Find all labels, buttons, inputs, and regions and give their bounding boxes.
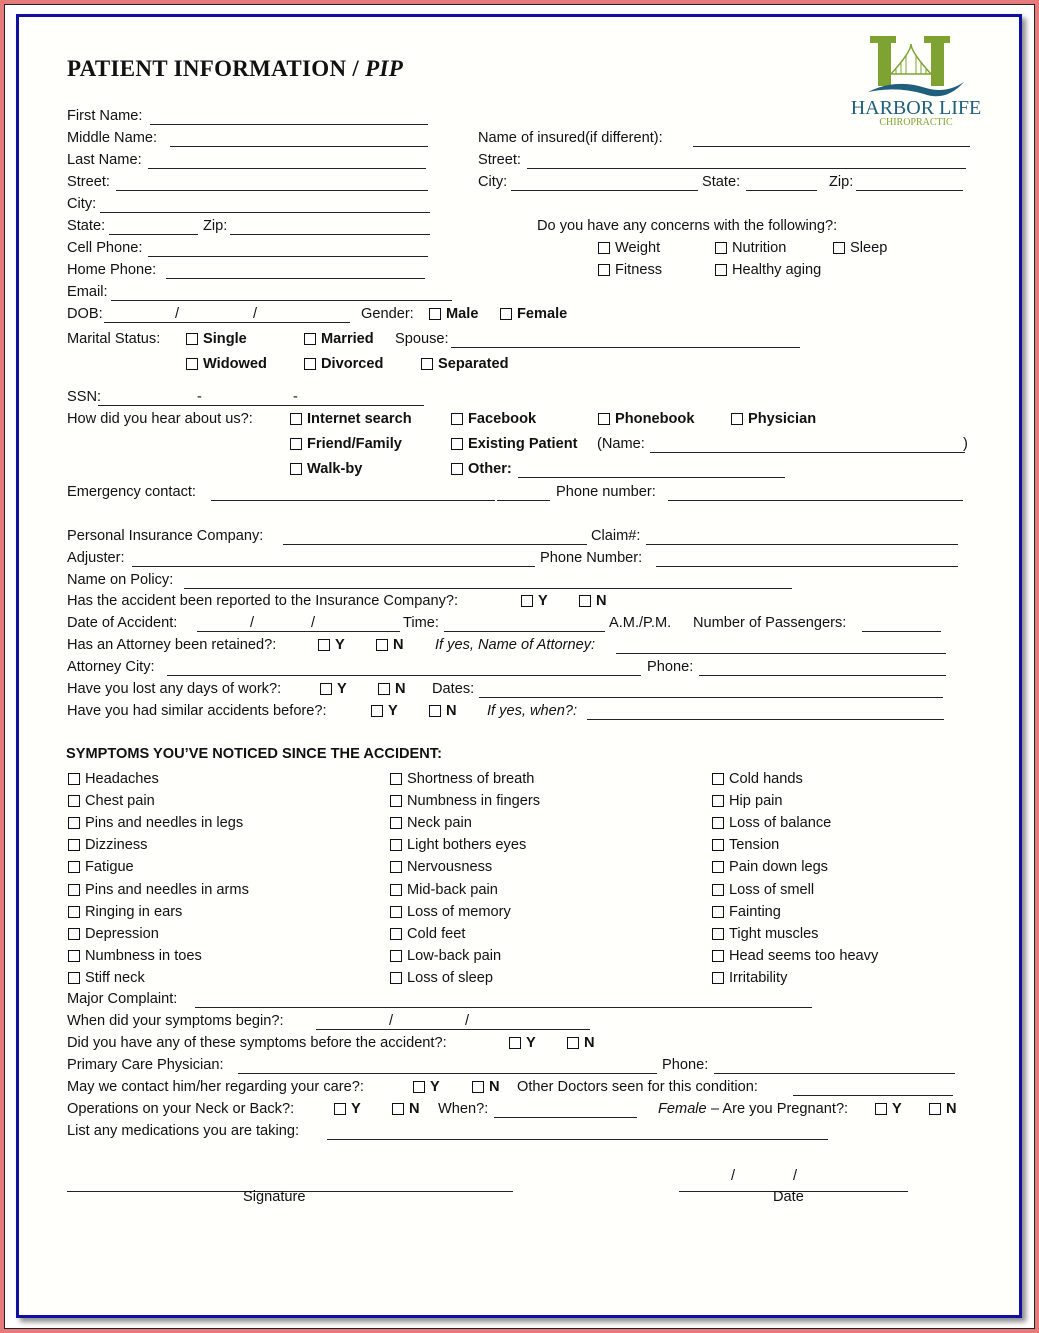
accident-phone-label: Phone: [647,659,694,675]
symptoms-columns-2-1-option-label: Hip pain [729,793,783,810]
blank-field-line[interactable] [98,405,424,406]
symptoms-columns-0-2-option-label: Pins and needles in legs [85,815,244,832]
yes-option-label: Y [351,1101,361,1117]
signature-signature-label: Signature [243,1189,306,1205]
blank-field-line[interactable] [167,675,641,676]
title-italic: PIP [365,56,404,81]
patient-male-checkbox[interactable] [429,308,441,320]
accident-similar-label: Have you had similar accidents before?: [67,703,327,719]
no-checkbox[interactable] [929,1103,941,1115]
accident-dates-label: Dates: [432,681,475,697]
blank-field-line[interactable] [100,212,430,213]
symptoms-heading-label: SYMPTOMS YOU’VE NOTICED SINCE THE ACCIDENT: [66,746,442,762]
symptoms-columns-0-3-option-label: Dizziness [85,837,148,854]
symptoms-columns-2-8-checkbox[interactable] [712,950,724,962]
accident-when-label: If yes, when?: [487,703,578,719]
blank-field-line[interactable] [116,190,428,191]
referral-options-5-option-label: Existing Patient [468,436,578,452]
symptoms-columns-1-3-checkbox[interactable] [390,839,402,851]
page-title [67,56,403,82]
referral-options-6-checkbox[interactable] [290,463,302,475]
symptoms-columns-1-4-checkbox[interactable] [390,861,402,873]
referral-options-7-option-label: Other: [468,461,512,477]
symptoms-columns-0-9-checkbox[interactable] [68,972,80,984]
blank-field-line[interactable] [132,566,535,567]
no-checkbox[interactable] [429,705,441,717]
blank-field-line[interactable] [148,256,428,257]
insured-state-label: State: [702,174,741,190]
symptoms-columns-2-5-option-label: Loss of smell [729,881,815,898]
concerns-options-0-checkbox[interactable] [598,242,610,254]
referral-options-3-checkbox[interactable] [731,413,743,425]
symptoms-columns-0-0-checkbox[interactable] [68,773,80,785]
accident-time-label: Time: [403,615,439,631]
yes-checkbox[interactable] [875,1103,887,1115]
accident-reported-label: Has the accident been reported to the Insurance Company?: [67,593,459,609]
patient-zip-label: Zip: [203,218,228,234]
yes-option-label: Y [430,1079,440,1095]
symptoms-columns-1-0-option-label: Shortness of breath [407,771,535,787]
blank-field-line[interactable] [316,1029,590,1030]
patient-divorced-option-label: Divorced [321,356,384,372]
referral-options-6-option-label: Walk-by [307,461,363,477]
sep-slash-label: / [389,1013,394,1029]
blank-field-line[interactable] [511,190,698,191]
blank-field-line[interactable] [714,1073,955,1074]
insured-zip-label: Zip: [829,174,854,190]
symptoms-columns-0-1-checkbox[interactable] [68,795,80,807]
patient-city-label: City: [67,196,97,212]
yes-checkbox[interactable] [318,639,330,651]
no-option-label: N [395,681,406,697]
symptoms-columns-2-4-option-label: Pain down legs [729,859,828,876]
referral-options-7-checkbox[interactable] [451,463,463,475]
patient-male-option-label: Male [446,306,479,322]
symptoms-columns-1-2-checkbox[interactable] [390,817,402,829]
sep-slash-label: / [465,1013,470,1029]
yes-checkbox[interactable] [371,705,383,717]
history-phone-label: Phone: [662,1057,709,1073]
symptoms-columns-0-9-option-label: Stiff neck [85,969,145,986]
concerns-options-3-option-label: Fitness [615,262,663,278]
symptoms-columns-2-2-checkbox[interactable] [712,817,724,829]
symptoms-columns-1-5-checkbox[interactable] [390,884,402,896]
patient-widowed-option-label: Widowed [203,356,267,372]
blank-field-line[interactable] [656,566,958,567]
symptoms-columns-2-6-option-label: Fainting [729,903,781,920]
patient-marital-status-label: Marital Status: [67,331,161,347]
history-pregnant-label: – Are you Pregnant?: [711,1101,849,1117]
concerns-options-2-checkbox[interactable] [833,242,845,254]
symptoms-columns-1-6-option-label: Loss of memory [407,903,511,920]
referral-options-0-checkbox[interactable] [290,413,302,425]
symptoms-columns-2-7-option-label: Tight muscles [729,925,819,942]
patient-separated-checkbox[interactable] [421,358,433,370]
sep-dash-label: - [197,389,202,405]
symptoms-columns-0-2-checkbox[interactable] [68,817,80,829]
sep-slash-label: / [731,1168,736,1184]
symptoms-columns-1-2-option-label: Neck pain [407,815,472,832]
blank-field-line[interactable] [444,631,605,632]
yes-option-label: Y [538,593,548,609]
patient-cell-phone-label: Cell Phone: [67,240,143,256]
patient-spouse-label: Spouse: [395,331,449,347]
symptoms-columns-0-6-option-label: Ringing in ears [85,903,183,920]
blank-field-line[interactable] [494,1117,637,1118]
referral-options-5-checkbox[interactable] [451,438,463,450]
no-option-label: N [584,1035,595,1051]
symptoms-columns-0-0-option-label: Headaches [85,771,159,787]
symptoms-columns-2-5-checkbox[interactable] [712,884,724,896]
accident-lost-work-label: Have you lost any days of work?: [67,681,282,697]
referral-options-2-option-label: Phonebook [615,411,695,427]
symptoms-columns-1-7-checkbox[interactable] [390,928,402,940]
referral-options-0-option-label: Internet search [307,411,412,427]
patient-ssn-label: SSN: [67,389,102,405]
history-when-label: When?: [438,1101,489,1117]
blank-field-line[interactable] [616,653,946,654]
patient-home-phone-label: Home Phone: [67,262,157,278]
patient-dob-label: DOB: [67,306,103,322]
sep-close-paren-label: ) [963,436,968,452]
concerns-options-1-option-label: Nutrition [732,240,787,256]
accident-ampm-label: A.M./P.M. [609,615,672,631]
no-checkbox[interactable] [567,1037,579,1049]
concerns-options-0-option-label: Weight [615,240,661,256]
blank-field-line[interactable] [746,190,817,191]
logo-sub: CHIROPRACTIC [879,117,953,128]
blank-field-line[interactable] [479,697,943,698]
blank-field-line[interactable] [793,1095,953,1096]
no-option-label: N [409,1101,420,1117]
symptoms-columns-0-7-option-label: Depression [85,925,159,942]
yes-option-label: Y [892,1101,902,1117]
symptoms-columns-2-8-option-label: Head seems too heavy [729,947,879,964]
blank-field-line[interactable] [699,675,946,676]
emergency-phone-label: Phone number: [556,484,656,500]
accident-passengers-label: Number of Passengers: [693,615,847,631]
symptoms-columns-0-4-checkbox[interactable] [68,861,80,873]
patient-separated-option-label: Separated [438,356,509,372]
insured-city-label: City: [478,174,508,190]
symptoms-columns-2-9-option-label: Irritability [729,969,788,986]
patient-female-checkbox[interactable] [500,308,512,320]
symptoms-columns-1-8-checkbox[interactable] [390,950,402,962]
history-before-label: Did you have any of these symptoms before the accident?: [67,1035,447,1051]
blank-field-line[interactable] [109,234,198,235]
blank-field-line[interactable] [211,500,495,501]
symptoms-columns-0-7-checkbox[interactable] [68,928,80,940]
symptoms-columns-1-9-checkbox[interactable] [390,972,402,984]
yes-checkbox[interactable] [509,1037,521,1049]
insurance-phone-label: Phone Number: [540,550,643,566]
patient-first-name-label: First Name: [67,108,143,124]
symptoms-columns-2-9-checkbox[interactable] [712,972,724,984]
concerns-options-4-option-label: Healthy aging [732,262,822,278]
patient-gender-label: Gender: [361,306,414,322]
blank-field-line[interactable] [668,500,963,501]
symptoms-columns-2-2-option-label: Loss of balance [729,815,832,832]
no-checkbox[interactable] [376,639,388,651]
blank-field-line[interactable] [150,124,428,125]
yes-checkbox[interactable] [413,1081,425,1093]
symptoms-columns-2-7-checkbox[interactable] [712,928,724,940]
symptoms-columns-0-8-checkbox[interactable] [68,950,80,962]
no-checkbox[interactable] [392,1103,404,1115]
blank-field-line[interactable] [451,347,800,348]
yes-checkbox[interactable] [521,595,533,607]
symptoms-columns-2-3-option-label: Tension [729,837,780,854]
blank-field-line[interactable] [197,631,400,632]
symptoms-columns-0-8-option-label: Numbness in toes [85,947,202,964]
symptoms-columns-1-4-option-label: Nervousness [407,859,493,876]
yes-checkbox[interactable] [320,683,332,695]
history-operations-label: Operations on your Neck or Back?: [67,1101,295,1117]
concerns-options-3-checkbox[interactable] [598,264,610,276]
sep-slash-label: / [250,615,255,631]
insurance-claim-label: Claim#: [591,528,641,544]
sep-slash-label: / [253,306,258,322]
referral-options-4-option-label: Friend/Family [307,436,402,452]
insurance-company-label: Personal Insurance Company: [67,528,264,544]
sep-slash-label: / [311,615,316,631]
concerns-options-4-checkbox[interactable] [715,264,727,276]
blank-field-line[interactable] [497,500,550,501]
blank-field-line[interactable] [238,1073,657,1074]
no-option-label: N [596,593,607,609]
blank-field-line[interactable] [166,278,425,279]
blank-field-line[interactable] [230,234,430,235]
insured-name-label: Name of insured(if different): [478,130,663,146]
symptoms-columns-0-4-option-label: Fatigue [85,859,134,876]
history-pcp-label: Primary Care Physician: [67,1057,224,1073]
history-female-label: Female [658,1101,707,1117]
sep-slash-label: / [793,1168,798,1184]
history-other-doctors-label: Other Doctors seen for this condition: [517,1079,758,1095]
blank-field-line[interactable] [170,146,428,147]
patient-single-checkbox[interactable] [186,333,198,345]
no-checkbox[interactable] [378,683,390,695]
patient-email-label: Email: [67,284,108,300]
no-option-label: N [489,1079,500,1095]
blank-field-line[interactable] [195,1007,812,1008]
history-major-complaint-label: Major Complaint: [67,991,178,1007]
blank-field-line[interactable] [650,452,965,453]
symptoms-columns-2-6-checkbox[interactable] [712,906,724,918]
patient-married-checkbox[interactable] [304,333,316,345]
patient-female-option-label: Female [517,306,568,322]
blank-field-line[interactable] [862,631,941,632]
no-option-label: N [446,703,457,719]
symptoms-columns-0-3-checkbox[interactable] [68,839,80,851]
symptoms-columns-1-5-option-label: Mid-back pain [407,881,498,898]
accident-attorney-label: Has an Attorney been retained?: [67,637,277,653]
referral-options-3-option-label: Physician [748,411,817,427]
harbor-life-logo [846,32,986,128]
accident-attorney-name-label: If yes, Name of Attorney: [435,637,596,653]
yes-option-label: Y [526,1035,536,1051]
symptoms-columns-1-9-option-label: Loss of sleep [407,969,493,986]
symptoms-columns-1-1-checkbox[interactable] [390,795,402,807]
referral-options-4-checkbox[interactable] [290,438,302,450]
patient-street-label: Street: [67,174,110,190]
symptoms-columns-0-5-checkbox[interactable] [68,884,80,896]
yes-option-label: Y [388,703,398,719]
referral-options-1-option-label: Facebook [468,411,537,427]
no-option-label: N [393,637,404,653]
symptoms-columns-1-8-option-label: Low-back pain [407,947,502,964]
symptoms-columns-1-1-option-label: Numbness in fingers [407,793,541,810]
blank-field-line[interactable] [148,168,426,169]
blank-field-line[interactable] [327,1139,828,1140]
concerns-options-2-option-label: Sleep [850,240,888,256]
title-main: PATIENT INFORMATION / [67,56,366,81]
blank-field-line[interactable] [646,544,958,545]
insurance-name-on-policy-label: Name on Policy: [67,572,174,588]
blank-field-line[interactable] [184,588,792,589]
concerns-options-1-checkbox[interactable] [715,242,727,254]
logo-name: HARBOR LIFE [850,97,982,119]
symptoms-columns-0-5-option-label: Pins and needles in arms [85,881,249,898]
blank-field-line[interactable] [111,300,452,301]
blank-field-line[interactable] [283,544,587,545]
emergency-contact-label: Emergency contact: [67,484,196,500]
patient-divorced-checkbox[interactable] [304,358,316,370]
yes-checkbox[interactable] [334,1103,346,1115]
symptoms-columns-1-7-option-label: Cold feet [407,925,466,942]
concerns-question-label: Do you have any concerns with the following?: [537,218,838,234]
accident-attorney-city-label: Attorney City: [67,659,155,675]
blank-field-line[interactable] [527,168,966,169]
referral-name-label: (Name: [597,436,645,452]
insurance-adjuster-label: Adjuster: [67,550,125,566]
blank-field-line[interactable] [104,322,350,323]
history-contact-label: May we contact him/her regarding your care?: [67,1079,364,1095]
patient-married-option-label: Married [321,331,374,347]
symptoms-columns-2-4-checkbox[interactable] [712,861,724,873]
blank-field-line[interactable] [693,146,970,147]
symptoms-columns-0-1-option-label: Chest pain [85,793,155,810]
sep-dash-label: - [293,389,298,405]
insured-street-label: Street: [478,152,521,168]
no-checkbox[interactable] [472,1081,484,1093]
referral-options-1-checkbox[interactable] [451,413,463,425]
yes-option-label: Y [337,681,347,697]
patient-widowed-checkbox[interactable] [186,358,198,370]
patient-middle-name-label: Middle Name: [67,130,158,146]
symptoms-columns-1-0-checkbox[interactable] [390,773,402,785]
blank-field-line[interactable] [587,719,944,720]
symptoms-columns-2-0-checkbox[interactable] [712,773,724,785]
blank-field-line[interactable] [856,190,963,191]
patient-last-name-label: Last Name: [67,152,142,168]
symptoms-columns-2-1-checkbox[interactable] [712,795,724,807]
referral-question-label: How did you hear about us?: [67,411,253,427]
symptoms-columns-1-6-checkbox[interactable] [390,906,402,918]
signature-date-label: Date [773,1189,804,1205]
history-begin-label: When did your symptoms begin?: [67,1013,284,1029]
no-option-label: N [946,1101,957,1117]
sep-slash-label: / [175,306,180,322]
symptoms-columns-1-3-option-label: Light bothers eyes [407,837,527,854]
patient-single-option-label: Single [203,331,247,347]
accident-date-label: Date of Accident: [67,615,178,631]
blank-field-line[interactable] [518,477,785,478]
history-medications-label: List any medications you are taking: [67,1123,300,1139]
yes-option-label: Y [335,637,345,653]
symptoms-columns-0-6-checkbox[interactable] [68,906,80,918]
no-checkbox[interactable] [579,595,591,607]
symptoms-columns-2-0-option-label: Cold hands [729,771,803,787]
referral-options-2-checkbox[interactable] [598,413,610,425]
symptoms-columns-2-3-checkbox[interactable] [712,839,724,851]
patient-state-label: State: [67,218,106,234]
